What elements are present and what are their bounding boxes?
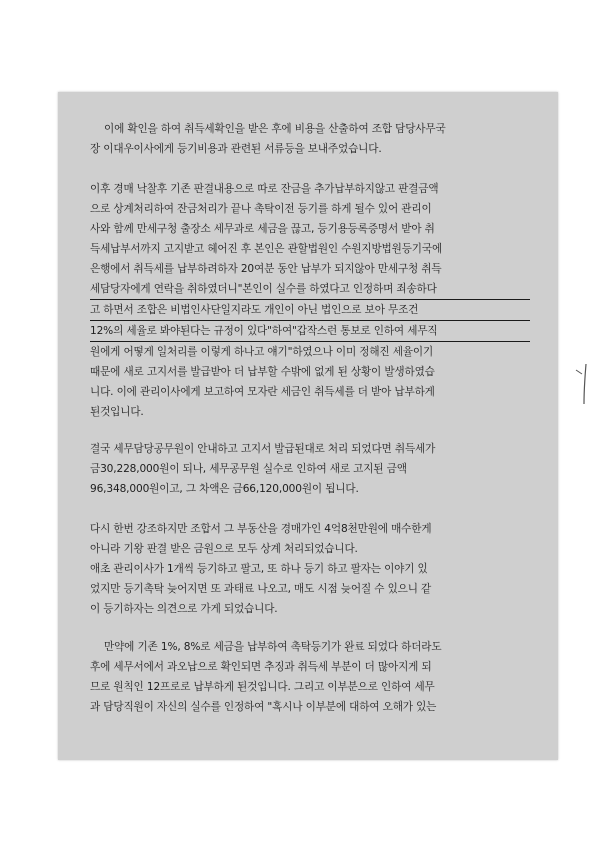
text-line: 96,348,000원이고, 그 차액은 금66,120,000원이 됩니다. [90,483,359,495]
handwritten-margin-mark [573,358,593,408]
paragraph-4 [90,519,530,619]
paragraph-2 [90,179,530,422]
text-line: 결국 세무담당공무원이 안내하고 고지서 발급된대로 처리 되었다면 취득세가 [90,443,436,455]
text-line: 만약에 기존 1%, 8%로 세금을 납부하여 촉탁등기가 완료 되었다 하더라도 [104,641,442,653]
underlined-text-line: 세담당자에게 연락을 취하였더니"본인이 실수를 하였다고 인정하며 죄송하다 [90,279,530,300]
text-line: 후에 세무서에서 과오납으로 확인되면 추징과 취득세 부분이 더 많아지게 되 [90,661,432,673]
text-line: 아니라 기왕 판결 받은 금원으로 모두 상계 처리되었습니다. [90,543,358,555]
text-line: 과 담당직원이 자신의 실수를 인정하여 "혹시나 이부분에 대하여 오해가 있는 [90,701,437,713]
text-line: 때문에 새로 고지서를 발급받아 더 납부할 수밖에 없게 된 상황이 발생하였습 [90,366,435,378]
underlined-text-line: 고 하면서 조합은 비법인사단일지라도 개인이 아닌 법인으로 보아 무조건 [90,300,530,321]
paragraph-5 [90,637,530,717]
paragraph-3 [90,439,530,499]
paragraph-1 [90,119,530,159]
text-line: 니다. 이에 관리이사에게 보고하여 모자란 세금인 취득세를 더 받아 납부하게 [90,386,435,398]
text-line: 애초 관리이사가 1개씩 등기하고 팔고, 또 하나 등기 하고 팔자는 이야기 있 [90,563,428,575]
text-line: 이후 경매 낙찰후 기존 판결내용으로 따로 잔금을 추가납부하지않고 판결금액 [90,183,439,195]
text-line: 으로 상계처리하여 잔금처리가 끝나 촉탁이전 등기를 하게 될수 있어 관리이 [90,203,432,215]
underlined-text-line: 12%의 세율로 봐야된다는 규정이 있다"하여"갑작스런 통보로 인하여 세무직 [90,321,530,342]
text-line: 므로 원칙인 12프로로 납부하게 된것입니다. 그리고 이부분으로 인하여 세무 [90,681,435,693]
text-line: 금30,228,000원이 되나, 세무공무원 실수로 인하여 새로 고지된 금액 [90,463,407,475]
text-line: 이 등기하자는 의견으로 가게 되었습니다. [90,603,278,615]
text-line: 득세납부서까지 고지받고 헤어진 후 본인은 관할법원인 수원지방법원등기국에 [90,243,443,255]
text-line: 다시 한번 강조하지만 조합서 그 부동산을 경매가인 4억8천만원에 매수한게 [90,523,432,535]
text-line: 은행에서 취득세를 납부하려하자 20여분 동안 납부가 되지않아 만세구청 취득 [90,263,442,275]
text-line: 사와 함께 만세구청 출장소 세무과로 세금을 끊고, 등기용등록증명서 받아 취 [90,223,435,235]
text-line: 었지만 등기촉탁 늦어지면 또 과태료 나오고, 매도 시점 늦어질 수 있으니 같 [90,583,432,595]
text-line: 장 이대우이사에게 등기비용과 관련된 서류등을 보내주었습니다. [90,143,382,155]
text-line: 된것입니다. [90,406,144,418]
text-line: 이에 확인을 하여 취득세확인을 받은 후에 비용을 산출하여 조합 담당사무국 [104,123,446,135]
text-line: 원에게 어떻게 일처리를 이렇게 하나고 얘기"하였으나 이미 정해진 세율이기 [90,346,434,358]
